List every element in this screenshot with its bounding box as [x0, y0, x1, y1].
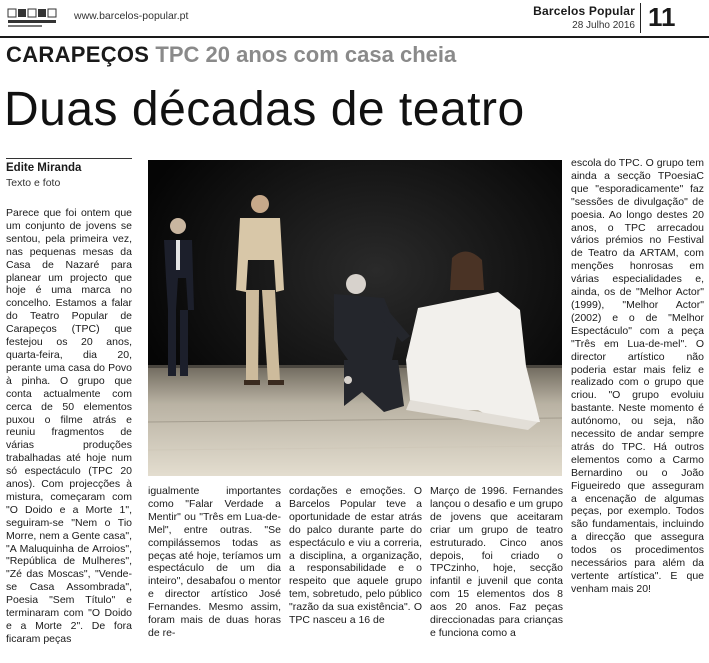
- publication-name: Barcelos Popular: [533, 4, 635, 18]
- header-divider: [640, 3, 641, 33]
- page-number: 11: [648, 2, 676, 32]
- article-headline: Duas décadas de teatro: [4, 83, 525, 136]
- section-label: CARAPEÇOS: [6, 42, 150, 67]
- article-column-5: escola do TPC. O grupo tem ainda a secção TPoesiaC que "esporadicamente" faz "sessões de divulgação" de poesia. Ao longo destes 20 anos, o TPC arrecadou vários prémios no Festival de Teatro da ARTAM, com menções honrosas em várias especialidades e, ainda, os de "Melhor Actor" (1999), "Melhor Actor" (2002) e o de "Melhor Espectáculo" com a peça "Três em Lua-de-mel". O director artístico não poderia estar mais feliz e realizado com o grupo que criou. "O grupo evoluiu bastante. Neste momento é autónomo, ou seja, não necessito de andar sempre atrás do TPC. Há outros elementos como a Carmo Bernardino ou o João Figueiredo que asseguram a encenação de algumas peças, por exemplo. Todos são fundamentais, incluindo a direcção que assegura todos os procedimentos necessários para além da vertente artística". E que venham mais 20!: [571, 157, 704, 595]
- byline-rule: [6, 158, 132, 159]
- article-column-3: cordações e emoções. O Barcelos Popular teve a oportunidade de estar atrás do palco durante parte do espectáculo e viu a correria, a disciplina, a organização, a responsabilidade e o respeito que aquele grupo tem, sobretudo, pelo público "razão da sua existência". O TPC nasceu a 16 de: [289, 485, 422, 627]
- stage-photo: [148, 160, 562, 476]
- page-header: [0, 0, 709, 38]
- article-subhead: TPC 20 anos com casa cheia: [155, 42, 457, 67]
- site-url[interactable]: www.barcelos-popular.pt: [74, 10, 189, 22]
- author-credit: Texto e foto: [6, 177, 61, 189]
- article-column-1: Parece que foi ontem que um conjunto de jovens se sentou, pela primeira vez, nas pequenas mesas da Casa de Nazaré para planear um projecto que hoje é uma marca no concelho. Estamos a falar do Teatro Popular de Carapeços (TPC) que festejou os 20 anos, quarta-feira, dia 20, perante uma casa do Povo à pinha. O grupo que conta actualmente com cerca de 50 elementos puxou o filme atrás e reuniu fragmentos de várias produções trabalhadas até hoje num só espectáculo (TPC 20 anos). Com projecções à mistura, começaram com "O Doido e a Morte 1", seguiram-se "Nem o Tio Morre, nem a Gente casa", "A Maluquinha de Arroios", "República de Mulheres", "Zé das Moscas", "Vende-se Casa Assombrada", Poesia "Sem Título" e terminaram com "O Doido e a Morte 2". De fora ficaram peças: [6, 207, 132, 645]
- article-column-4: Março de 1996. Fernandes lançou o desafio e um grupo de jovens que aceitaram criar um grupo de teatro estruturado. Cinco anos depois, foi criado o TPCzinho, hoje, secção infantil e juvenil que conta com 15 elementos dos 8 aos 20 anos. Faz peças direccionadas para crianças e funciona como a: [430, 485, 563, 639]
- article-column-2: igualmente importantes como "Falar Verdade a Mentir" ou "Três em Lua-de-Mel", entre outras. "Se compilássemos todas as peças até hoje, teríamos um espectáculo de um dia inteiro", desabafou o mentor e director artístico José Fernandes. Mesmo assim, foram mais de duas horas de re-: [148, 485, 281, 639]
- author-name: Edite Miranda: [6, 162, 82, 174]
- stage-photo-icon: [148, 160, 562, 476]
- issue-date: 28 Julho 2016: [572, 20, 635, 31]
- newspaper-logo: [6, 5, 62, 31]
- article-kicker: [6, 42, 456, 68]
- header-rule: [0, 36, 709, 38]
- newspaper-logo-icon: [6, 5, 62, 31]
